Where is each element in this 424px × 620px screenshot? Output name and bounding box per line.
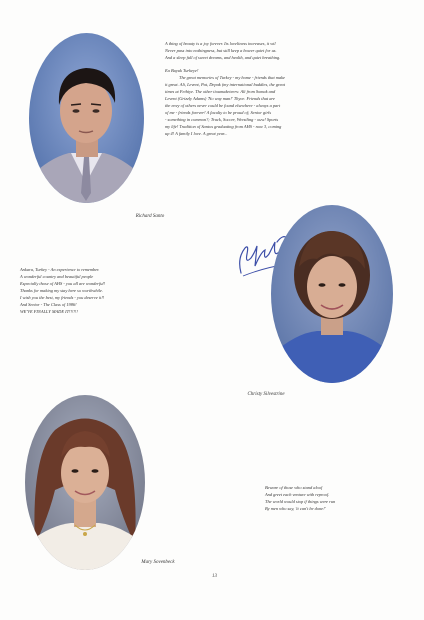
mary-quote-line: The world would stop if things were run: [265, 499, 336, 504]
christy-quote-line: And Senior - The Class of 1986!: [20, 302, 77, 307]
christy-quote-line: WE'VE FINALLY MADE IT!!!!!!: [20, 309, 78, 314]
christy-quote-line: A wonderful country and beautiful people: [20, 274, 94, 279]
christy-portrait: [271, 205, 393, 383]
mary-quote-line: Beware of those who stand aloof: [265, 485, 323, 490]
christy-quote-line: Especially those of AHS - you all are wonderful!: [20, 281, 106, 286]
richard-quote-line: The great memories of Turkey - my home - friends that make: [179, 75, 286, 80]
richard-quote-line: it great. Ali, Levent, Pat, Depak (my international buddies, the great: [165, 82, 285, 87]
richard-quote-line: A thing of beauty is a joy forever. Its loveliness increases, it wil: [165, 41, 276, 46]
mary-caption: Mary Sovenbeck: [141, 560, 175, 565]
mary-portrait: [25, 395, 145, 570]
mary-quote-line: By men who say, 'it can't be done!': [265, 506, 326, 511]
richard-quote-line: - something in common?; Track, Soccer, Wrestling - ouw! Sports: [165, 117, 279, 122]
richard-quote-line: of me - friends forever! A faculty to be proud of; Senior girls: [165, 110, 272, 115]
christy-quote-line: Ankara, Turkey - An experience to remember.: [20, 267, 100, 272]
richard-portrait: [29, 33, 144, 203]
page-number: 13: [212, 574, 217, 579]
richard-quote-line: Levent (Grizzly Adams) 'No way man!' Thyce. Friends that are: [165, 96, 275, 101]
richard-quote-line: up 4! A family I love. A great year...: [165, 131, 228, 136]
christy-caption: Christy Silvestrine: [247, 392, 285, 397]
richard-caption: Richard Santo: [135, 214, 165, 219]
richard-quote-line: Never pass into nothingness, but still keep a bower quiet for us.: [165, 48, 277, 53]
richard-quote-line: the envy of others never could be found elsewhere - always a part: [165, 103, 281, 108]
christy-quote-line: Thanks for making my stay here so worthwhile.: [20, 288, 104, 293]
mary-quote-line: And greet each venture with reproof.: [265, 492, 330, 497]
christy-quote: [20, 266, 230, 315]
richard-quote-line: Ea Buyuk Turkeye!: [165, 68, 199, 73]
richard-quote: [165, 40, 397, 137]
richard-quote-line: my life! Tradition of Santos graduating from AHS - now 3, coming: [165, 124, 282, 129]
christy-quote-line: I wish you the best, my friends - you deserve it!!: [20, 295, 105, 300]
mary-quote: [265, 484, 415, 512]
richard-quote-line: times at Fethiye. The other tioumaketeers: Ali from Somak and: [165, 89, 276, 94]
richard-quote-line: And a sleep full of sweet dreams, and health, and quiet breathing.: [165, 55, 281, 60]
